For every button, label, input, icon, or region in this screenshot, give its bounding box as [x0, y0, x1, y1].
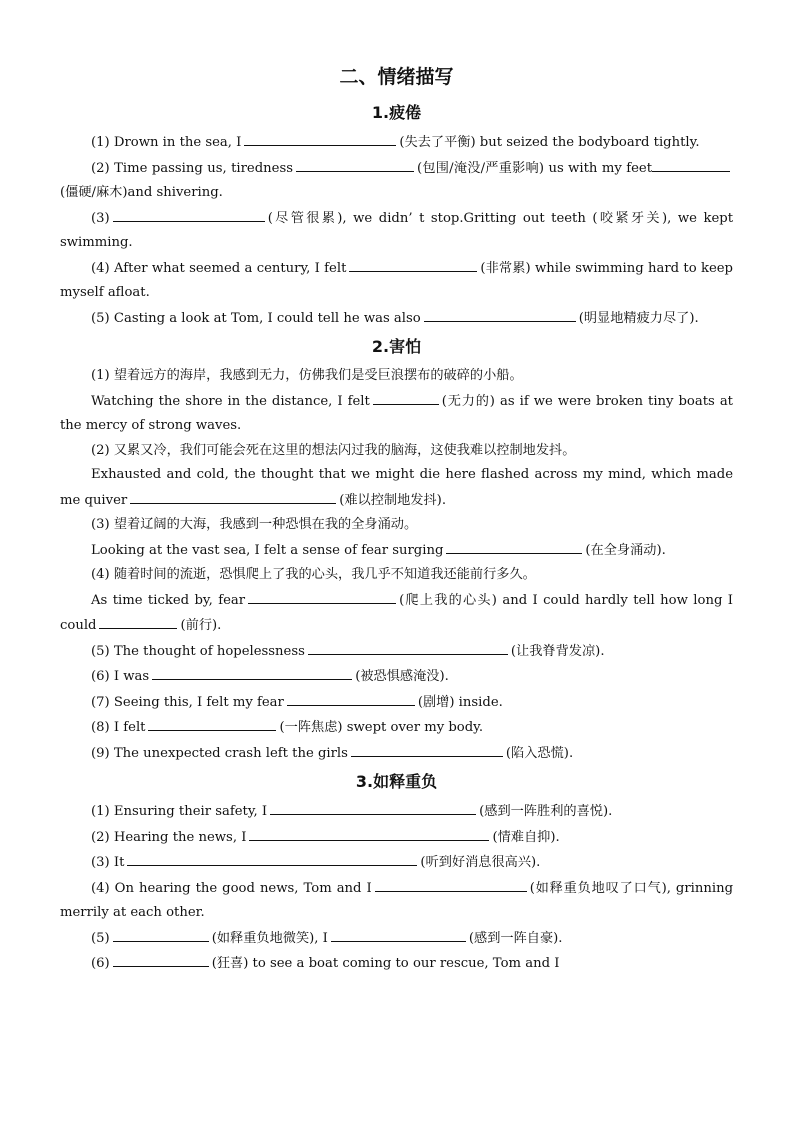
answer-blank[interactable] — [270, 799, 476, 815]
exercise-item: (6) (狂喜) to see a boat coming to our rescue, Tom and I — [60, 951, 733, 977]
section-title-tiredness: 1.疲倦 — [371, 103, 422, 122]
answer-blank[interactable] — [148, 715, 276, 731]
page-title: 二、情绪描写 — [339, 66, 454, 88]
answer-blank[interactable] — [424, 306, 576, 322]
answer-blank[interactable] — [349, 256, 477, 272]
answer-blank[interactable] — [113, 926, 209, 942]
worksheet-page — [60, 62, 733, 977]
answer-blank[interactable] — [375, 876, 527, 892]
exercise-item: (3) (尽管很累), we didn’ t stop.Gritting out teeth (咬紧牙关), we kept swimming. — [60, 206, 733, 256]
exercise-item: (3) It (听到好消息很高兴). — [60, 850, 733, 876]
exercise-item: (2) Time passing us, tiredness (包围/淹没/严重影响) us with my feet(僵硬/麻木)and shivering. — [60, 156, 733, 206]
exercise-item: (7) Seeing this, I felt my fear (剧增) inside. — [60, 690, 733, 716]
answer-blank[interactable] — [331, 926, 466, 942]
exercise-item: (1) Drown in the sea, I (失去了平衡) but seized the bodyboard tightly. — [60, 130, 733, 156]
exercise-item: Looking at the vast sea, I felt a sense of fear surging (在全身涌动). — [60, 538, 733, 564]
exercise-item: (5) (如释重负地微笑), I (感到一阵自豪). — [60, 926, 733, 952]
exercise-item: (8) I felt (一阵焦虑) swept over my body. — [60, 715, 733, 741]
exercise-item: (4) After what seemed a century, I felt (非常累) while swimming hard to keep myself afloat. — [60, 256, 733, 306]
exercise-chinese: (3) 望着辽阔的大海，我感到一种恐惧在我的全身涌动。 — [91, 517, 418, 532]
exercise-chinese: (1) 望着远方的海岸，我感到无力，仿佛我们是受巨浪摆布的破碎的小船。 — [91, 368, 523, 383]
answer-blank[interactable] — [248, 588, 396, 604]
answer-blank[interactable] — [446, 538, 582, 554]
answer-blank[interactable] — [652, 156, 730, 172]
exercise-chinese: (4) 随着时间的流逝，恐惧爬上了我的心头，我几乎不知道我还能前行多久。 — [91, 567, 536, 582]
answer-blank[interactable] — [113, 206, 265, 222]
exercise-chinese: (2) 又累又冷，我们可能会死在这里的想法闪过我的脑海，这使我难以控制地发抖。 — [91, 442, 576, 458]
exercise-item: (5) The thought of hopelessness (让我脊背发凉). — [60, 639, 733, 665]
section-title-relief: 3.如释重负 — [355, 772, 438, 791]
exercise-item: (9) The unexpected crash left the girls (陷入恐慌). — [60, 741, 733, 767]
answer-blank[interactable] — [308, 639, 508, 655]
section-title-fear: 2.害怕 — [371, 337, 422, 356]
answer-blank[interactable] — [130, 488, 336, 504]
exercise-item: Watching the shore in the distance, I felt (无力的) as if we were broken tiny boats at the mercy of strong waves. — [60, 389, 733, 439]
exercise-item: (1) Ensuring their safety, I (感到一阵胜利的喜悦). — [60, 799, 733, 825]
answer-blank[interactable] — [99, 613, 177, 629]
answer-blank[interactable] — [152, 664, 352, 680]
exercise-item: (4) On hearing the good news, Tom and I (如释重负地叹了口气), grinning merrily at each other. — [60, 876, 733, 926]
answer-blank[interactable] — [249, 825, 489, 841]
exercise-item: As time ticked by, fear (爬上我的心头) and I could hardly tell how long I could (前行). — [60, 588, 733, 639]
answer-blank[interactable] — [244, 130, 396, 146]
answer-blank[interactable] — [296, 156, 414, 172]
answer-blank[interactable] — [287, 690, 415, 706]
exercise-item: (2) Hearing the news, I (情难自抑). — [60, 825, 733, 851]
answer-blank[interactable] — [351, 741, 503, 757]
exercise-item: (5) Casting a look at Tom, I could tell he was also (明显地精疲力尽了). — [60, 306, 733, 332]
answer-blank[interactable] — [373, 389, 439, 405]
exercise-item: Exhausted and cold, the thought that we might die here flashed across my mind, which made me quiver (难以控制地发抖). — [60, 467, 733, 508]
answer-blank[interactable] — [113, 951, 209, 967]
exercise-item: (6) I was (被恐惧感淹没). — [60, 664, 733, 690]
answer-blank[interactable] — [127, 850, 417, 866]
